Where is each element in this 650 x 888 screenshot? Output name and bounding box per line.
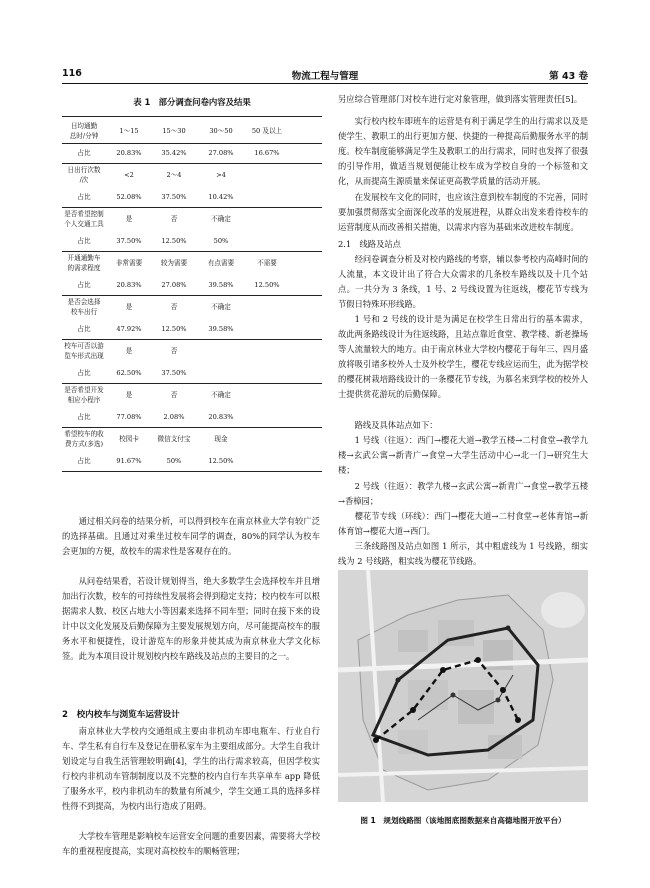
- table-cell: 校园卡: [119, 435, 139, 443]
- section-heading-2: 2 校内校车与浏览车运营设计: [62, 710, 180, 720]
- table-cell: 微信支付宝: [157, 435, 191, 443]
- left-paragraph-3: 南京林业大学校内交通组成主要由非机动车即电瓶车、行业自行车、学生私有自行车及登记在册私家车为主要组成部分。大学生自我计划设定与自我生活管理较明确[4]，学生的出行需求较高，但因学校实行校内非机动车管制制度以及不完整的校内自行车共享单车 app 降低了服务水平，校内非机动车的数量有所减少，学生交通工具的选择多样性得不到提高，为校内出行造成了阻碍。: [62, 726, 320, 811]
- volume-label: 第 43 卷: [549, 71, 588, 82]
- table-cell: 现金: [214, 435, 228, 443]
- table-cell: 77.08%: [116, 413, 142, 421]
- table-cell: 27.08%: [161, 281, 187, 289]
- table-cell: 较为需要: [160, 259, 188, 267]
- right-paragraph-5: 1 号和 2 号线的设计是为满足在校学生日常出行的基本需求，故此两条路线设计为往返线路，且站点靠近食堂、教学楼、新老操场等人流量较大的地方。由于南京林业大学校内樱花于每年三、四月盛放将吸引诸多校外人士及外校学生，樱花专线应运而生，此为据学校的樱花树栽培路线设计的一条樱花节专线，为慕名来到学校的校外人士提供赏花游玩的后勤保障。: [338, 314, 588, 399]
- table-cell: 12.50%: [208, 457, 234, 465]
- subsection-heading-2-1: 2.1 线路及站点: [338, 239, 401, 249]
- table-cell: 占比: [77, 325, 91, 333]
- table-cell: 占比: [77, 413, 91, 421]
- table-cell: 是: [125, 347, 133, 355]
- table-cell: 否: [170, 391, 178, 399]
- table-row-rule: [62, 207, 322, 208]
- table-cell: 日出行次数 /次: [67, 166, 101, 184]
- right-paragraph-3: 在发展校车文化的同时，也应该注意到校车制度的不完善，同时要加强贯彻落实全面深化改革的发展进程，从群众出发来看待校车的运营制度从而改善相关措施，以需求内容为基础来改进校车制度。: [338, 192, 588, 232]
- route-2-description: 2 号线（往返）：教学九楼→玄武公寓→新青广→食堂→教学五楼→香樟园；: [338, 481, 588, 506]
- table-cell: 不确定: [211, 303, 231, 311]
- table-cell: 占比: [77, 281, 91, 289]
- table-cell: 是否会选择 校车出行: [67, 298, 101, 316]
- table-cell: 2.08%: [163, 413, 185, 421]
- right-paragraph-2: 实行校内校车即班车的运营是有利于满足学生的出行需求以及是使学生、教职工的出行更加方便、快捷的一种提高后勤服务水平的制度。校车制度能够满足学生及教职工的出行需求，同时也发挥了很强的引导作用，做适当规划便能让校车成为学校自身的一个标签和文化，从而提高生源质量来保证更高教学质量的活动开展。: [338, 116, 588, 186]
- route-map-figure: [338, 570, 588, 802]
- table-cell: 12.50%: [254, 281, 280, 289]
- survey-table: [62, 116, 322, 471]
- table-cell: 占比: [77, 237, 91, 245]
- table-cell: 37.50%: [161, 369, 187, 377]
- table-cell: 39.58%: [208, 325, 234, 333]
- table-row-rule: [62, 427, 322, 428]
- table-cell: 62.50%: [116, 369, 142, 377]
- route-map-illustration: [338, 570, 588, 802]
- left-paragraph-2: 从问卷结果看，若设计规划得当，绝大多数学生会选择校车并且增加出行次数，校车的可持续性发展将会得到稳定支持；校内校车可以根据需求人数、校区占地大小等因素来选择不同车型；同时在接下来的设计中以文化发展及后勤保障为主要发展规划方向，尽可能提高校车的服务水平和便捷性，设计游览车的形象并使其成为南京林业大学文化标签。此为本项目设计规划校内校车路线及站点的主要目的之一。: [62, 576, 320, 661]
- table-cell: 是: [125, 391, 133, 399]
- table-row-rule: [62, 471, 322, 472]
- route-1-description: 1 号线（往返）：西门→樱花大道→教学五楼→二村食堂→教学九楼→玄武公寓→新青广→食堂→大学生活动中心→北一门→研究生大楼；: [338, 435, 588, 475]
- table-cell: 是否希望控制 个人交通工具: [64, 210, 104, 228]
- table-cell: 有点需要: [207, 259, 235, 267]
- table-cell: 50%: [166, 457, 182, 465]
- table-cell: 是: [125, 215, 133, 223]
- table-cell: 39.58%: [208, 281, 234, 289]
- table-cell: 非常需要: [115, 259, 143, 267]
- table-cell: 20.83%: [116, 281, 142, 289]
- table-title: 表 1 部分调查问卷内容及结果: [133, 97, 251, 107]
- table-cell: 1～15: [119, 127, 139, 135]
- table-cell: 35.42%: [161, 149, 187, 157]
- table-row-rule: [62, 383, 322, 384]
- table-cell: 是否希望开发 相应小程序: [64, 386, 104, 404]
- table-cell: 20.83%: [116, 149, 142, 157]
- table-row-rule: [62, 295, 322, 296]
- table-cell: 不确定: [211, 391, 231, 399]
- table-cell: 希望校车的收 费方式(多选): [64, 430, 104, 448]
- table-top-rule: [62, 116, 322, 117]
- table-cell: 占比: [77, 149, 91, 157]
- table-cell: 50 及以上: [251, 127, 283, 135]
- figure-caption: 图 1 规划线路图（该地图底图数据来自高德地图开放平台）: [360, 816, 566, 825]
- right-paragraph-1: 另应综合管理部门对校车进行定对象管理，做到落实管理责任[5]。: [338, 94, 583, 104]
- table-cell: 占比: [77, 193, 91, 201]
- table-cell: 27.08%: [208, 149, 234, 157]
- table-cell: 否: [170, 303, 178, 311]
- journal-name: 物流工程与管理: [291, 71, 359, 82]
- table-row-rule: [62, 163, 322, 164]
- table-cell: 37.50%: [161, 193, 187, 201]
- table-cell: 91.67%: [116, 457, 142, 465]
- route-sakura-description: 樱花节专线（环线）：西门→樱花大道→二村食堂→老体育馆→新体育馆→樱花大道→西门。: [338, 511, 588, 536]
- table-cell: 12.50%: [161, 237, 187, 245]
- table-cell: 20.83%: [208, 413, 234, 421]
- table-cell: 12.50%: [161, 325, 187, 333]
- table-cell: >4: [216, 171, 226, 179]
- right-paragraph-6: 路线及具体站点如下：: [354, 420, 438, 430]
- table-cell: 16.67%: [254, 149, 280, 157]
- table-cell: 日均通勤 总时/分钟: [69, 122, 99, 140]
- table-header-rule: [62, 143, 322, 144]
- table-cell: 47.92%: [116, 325, 142, 333]
- table-cell: 10.42%: [208, 193, 234, 201]
- table-cell: 占比: [77, 457, 91, 465]
- right-paragraph-4: 经问卷调查分析及对校内路线的考察，辅以参考校内高峰时间的人流量，本文设计出了符合大众需求的几条校车路线以及十几个站点。一共分为 3 条线，1 号、2 号线设置为往返线，樱花节专线为节假日特殊环形线路。: [338, 254, 588, 309]
- table-cell: 不确定: [211, 215, 231, 223]
- table-cell: 否: [170, 347, 178, 355]
- map-legend-paragraph: 三条线路图及站点如图 1 所示，其中粗虚线为 1 号线路，细实线为 2 号线路，粗实线为樱花节线路。: [338, 541, 588, 566]
- table-cell: 15～30: [162, 127, 186, 135]
- table-row-rule: [62, 339, 322, 340]
- table-cell: 37.50%: [116, 237, 142, 245]
- table-cell: 开通通勤车 的需求程度: [67, 254, 101, 272]
- left-paragraph-1: 通过相关问卷的结果分析，可以得到校车在南京林业大学有较广泛的选择基础。且通过对乘坐过校车同学的调查，80%的同学认为校车会更加的方便，故校车的需求性是客观存在的。: [62, 516, 320, 556]
- left-paragraph-4: 大学校车管理是影响校车运营安全问题的重要因素，需要将大学校车的重视程度提高，实现对高校校车的顺畅管理；: [62, 831, 320, 856]
- table-cell: <2: [124, 171, 134, 179]
- table-cell: 占比: [77, 369, 91, 377]
- page-number: 116: [62, 68, 82, 79]
- table-cell: 52.08%: [116, 193, 142, 201]
- table-cell: 2～4: [166, 171, 182, 179]
- table-cell: 30～50: [209, 127, 233, 135]
- table-cell: 不需要: [257, 259, 277, 267]
- running-header: [62, 68, 588, 82]
- table-cell: 是: [125, 303, 133, 311]
- table-cell: 50%: [213, 237, 229, 245]
- header-rule: [62, 83, 588, 84]
- table-cell: 校车可否以游 览车形式出现: [64, 342, 104, 360]
- table-cell: 否: [170, 215, 178, 223]
- table-row-rule: [62, 251, 322, 252]
